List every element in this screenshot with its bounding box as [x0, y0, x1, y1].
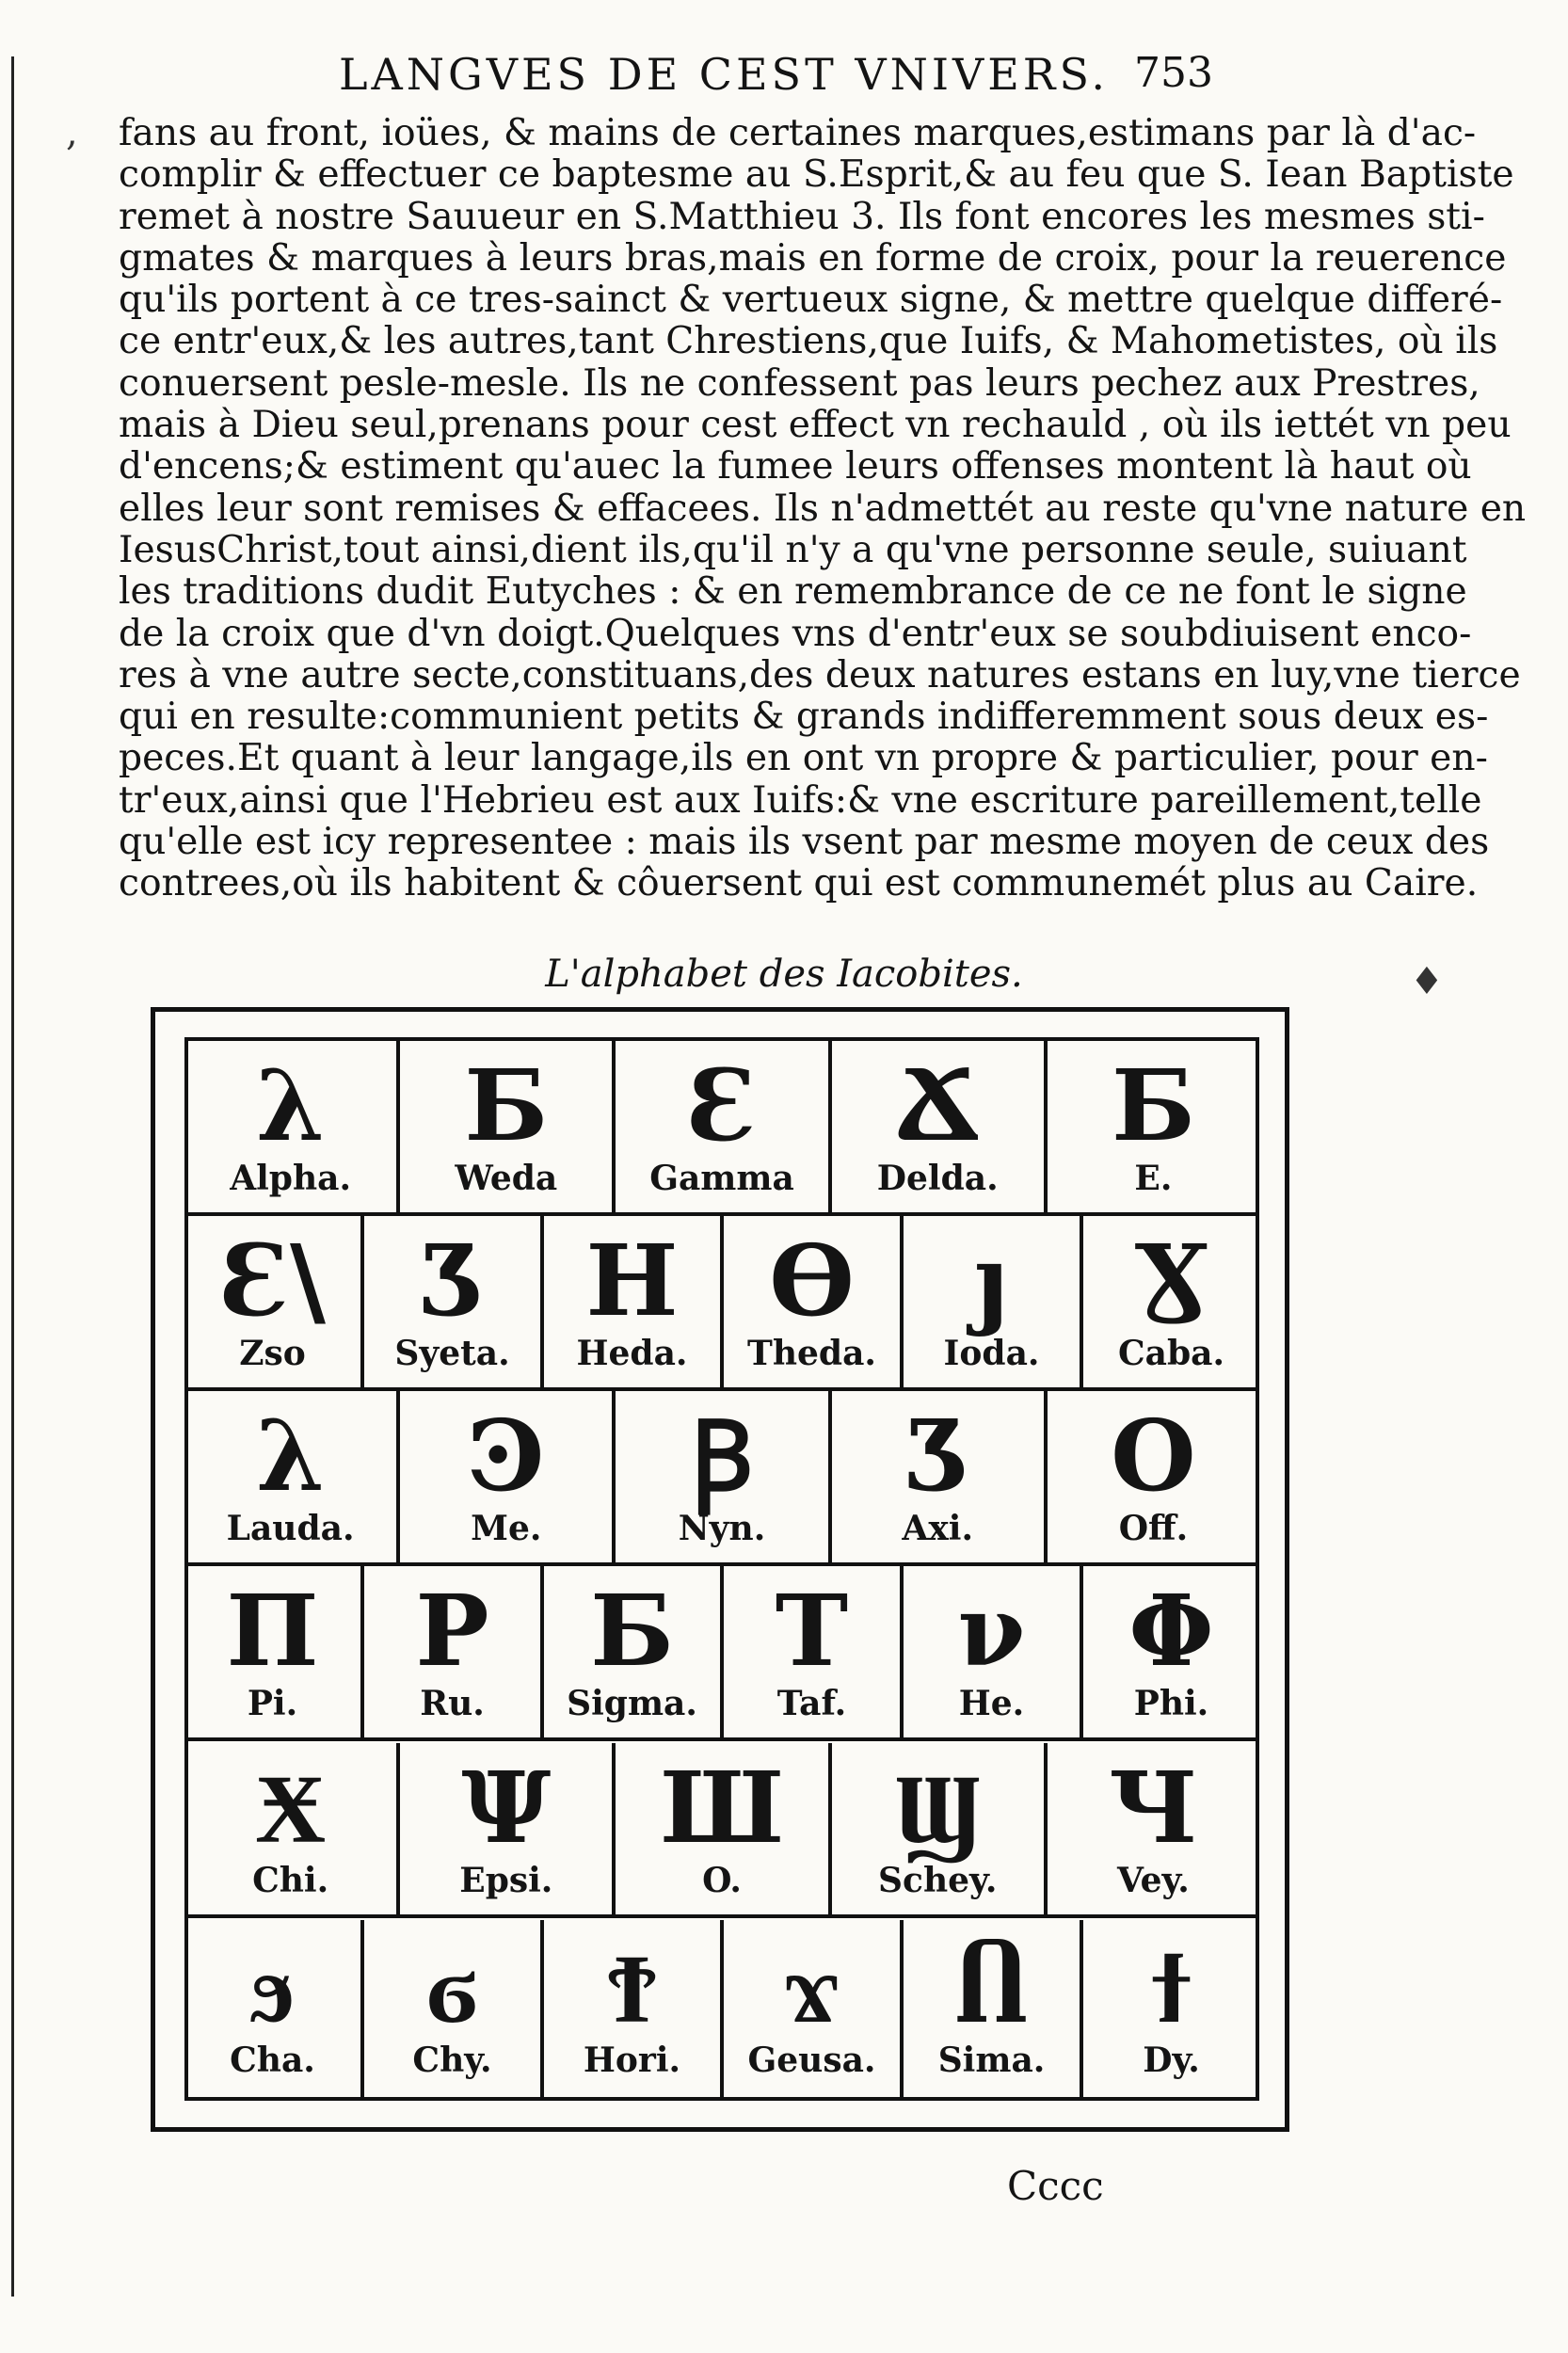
alphabet-row [184, 1391, 1259, 1566]
letter-name: Caba. [1117, 1334, 1224, 1373]
letter-cell [400, 1391, 616, 1562]
letter-cell [724, 1920, 904, 2097]
text-line: ce entr'eux,& les autres,tant Chrestiens,que Iuifs, & Mahometistes, où ils [119, 320, 1498, 363]
text-line: contrees,où ils habitent & côuersent qui est communemét plus au Caire. [119, 862, 1479, 905]
letter-cell [832, 1743, 1048, 1914]
text-line: elles leur sont remises & effacees. Ils n'admettét au reste qu'vne nature en [119, 487, 1527, 530]
letter-cell [400, 1041, 616, 1212]
text-line: les traditions dudit Eutyches : & en remembrance de ce ne font le signe [119, 570, 1467, 614]
letter-cell [364, 1920, 544, 2097]
letter-glyph: Ɛ [686, 1048, 758, 1163]
letter-cell [724, 1566, 904, 1737]
alphabet-row [184, 1566, 1259, 1741]
letter-glyph: Π [226, 1573, 319, 1689]
letter-name: Geusa. [747, 2041, 876, 2080]
letter-glyph: ϯ [1149, 1929, 1193, 2045]
letter-name: Sima. [937, 2041, 1046, 2080]
letter-glyph: Ճ [895, 1048, 980, 1163]
letter-name: Dy. [1143, 2041, 1200, 2080]
letter-name: Alpha. [230, 1159, 351, 1198]
letter-glyph: Ⴖ [952, 1929, 1032, 2045]
text-line: fans au front, ioües, & mains de certaines marques,estimans par là d'ac- [119, 112, 1477, 154]
letter-cell [616, 1041, 831, 1212]
letter-cell [904, 1566, 1083, 1737]
letter-glyph: T [775, 1573, 849, 1689]
printer-signature-mark: Cccc [1007, 2163, 1104, 2209]
letter-cell [832, 1391, 1048, 1562]
letter-glyph: Ӡ [905, 1398, 970, 1513]
letter-cell [904, 1216, 1083, 1387]
letter-glyph: ϭ [426, 1929, 478, 2045]
text-line: conuersent pesle-mesle. Ils ne confessent pas leurs pechez aux Prestres, [119, 361, 1480, 405]
letter-name: Pi. [247, 1684, 298, 1723]
page-header [0, 49, 1568, 115]
letter-glyph: ϧ [250, 1929, 295, 2045]
text-line: res à vne autre secte,constituans,des deux natures estans en luy,vne tierce [119, 653, 1521, 696]
letter-name: Chi. [252, 1861, 329, 1900]
letter-glyph: Ƃ [590, 1573, 674, 1689]
letter-glyph: Ɣ [1133, 1223, 1209, 1338]
letter-cell [184, 1743, 400, 1914]
alphabet-row [184, 1743, 1259, 1918]
letter-cell [1083, 1920, 1259, 2097]
page-edge-rule [11, 56, 14, 2297]
text-line: peces.Et quant à leur langage,ils en ont vn propre & particulier, pour en- [119, 737, 1488, 780]
letter-name: Me. [471, 1509, 542, 1548]
letter-cell [1048, 1391, 1259, 1562]
letter-glyph: λ [256, 1398, 326, 1513]
running-head: LANGVES DE CEST VNIVERS. [339, 49, 1109, 100]
letter-name: Sigma. [567, 1684, 697, 1723]
page-number: 753 [1134, 49, 1213, 97]
letter-name: Delda. [876, 1159, 999, 1198]
letter-cell [1083, 1216, 1259, 1387]
letter-name: Cha. [230, 2041, 315, 2080]
letter-name: He. [958, 1684, 1025, 1723]
text-line: remet à nostre Sauueur en S.Matthieu 3. Ils font encores les mesmes sti- [119, 195, 1485, 238]
letter-glyph: Ѳ [769, 1223, 855, 1338]
letter-cell [184, 1216, 364, 1387]
text-line: d'encens;& estiment qu'auec la fumee leurs offenses montent là haut où [119, 445, 1472, 488]
letter-cell [724, 1216, 904, 1387]
letter-name: Ru. [420, 1684, 485, 1723]
letter-name: Chy. [412, 2041, 492, 2080]
letter-glyph: Ϯ [605, 1929, 659, 2045]
letter-cell [184, 1391, 400, 1562]
letter-name: Gamma [649, 1159, 794, 1198]
letter-cell [1048, 1041, 1259, 1212]
text-line: tr'eux,ainsi que l'Hebrieu est aux Iuifs:& vne escriture pareillement,telle [119, 778, 1482, 822]
letter-glyph: Б [464, 1048, 549, 1163]
letter-cell [1048, 1743, 1259, 1914]
letter-name: Theda. [747, 1334, 876, 1373]
table-caption: L'alphabet des Iacobites. [545, 952, 1023, 996]
letter-glyph: Ꜿ [467, 1398, 546, 1513]
letter-glyph: Ɛ\ [219, 1223, 326, 1338]
letter-name: Weda [455, 1159, 558, 1198]
text-line: de la croix que d'vn doigt.Quelques vns d'entr'eux se soubdiuisent enco- [119, 612, 1472, 655]
text-line: mais à Dieu seul,prenans pour cest effect vn rechauld , où ils iettét vn peu [119, 404, 1512, 447]
letter-name: Phi. [1133, 1684, 1209, 1723]
letter-cell [832, 1041, 1048, 1212]
letter-glyph: Ʒ [420, 1223, 485, 1338]
text-line: qui en resulte:communient petits & grands indifferemment sous deux es- [119, 696, 1489, 739]
letter-cell [1083, 1566, 1259, 1737]
letter-name: O. [702, 1861, 742, 1900]
letter-cell [184, 1566, 364, 1737]
letter-name: Heda. [576, 1334, 688, 1373]
letter-glyph: Ч [1108, 1750, 1198, 1865]
letter-name: E. [1134, 1159, 1173, 1198]
letter-glyph: Ƃ [1111, 1048, 1195, 1163]
letter-cell [364, 1216, 544, 1387]
letter-glyph: Ϣ [894, 1750, 981, 1865]
letter-glyph: O [1111, 1398, 1196, 1513]
letter-name: Ioda. [943, 1334, 1040, 1373]
letter-cell [184, 1920, 364, 2097]
letter-glyph: Ꞵ [690, 1398, 754, 1513]
letter-glyph: ȷ [973, 1223, 1010, 1338]
letter-name: Zso [239, 1334, 306, 1373]
letter-name: Axi. [902, 1509, 974, 1548]
letter-name: Epsi. [459, 1861, 553, 1900]
letter-glyph: Ψ [461, 1750, 552, 1865]
letter-cell [544, 1566, 724, 1737]
letter-name: Vey. [1116, 1861, 1190, 1900]
text-line: gmates & marques à leurs bras,mais en forme de croix, pour la reuerence [119, 236, 1507, 280]
letter-name: Lauda. [226, 1509, 355, 1548]
letter-name: Hori. [583, 2041, 681, 2080]
text-line: qu'ils portent à ce tres-sainct & vertueux signe, & mettre quelque differé- [119, 279, 1503, 322]
letter-name: Taf. [776, 1684, 847, 1723]
letter-name: Syeta. [394, 1334, 510, 1373]
margin-mark: , [66, 111, 78, 154]
alphabet-row [184, 1920, 1259, 2097]
letter-glyph: ν [957, 1573, 1026, 1689]
text-line: qu'elle est icy representee : mais ils vsent par mesme moyen de ceux des [119, 821, 1490, 864]
letter-glyph: H [585, 1223, 679, 1338]
alphabet-row [184, 1041, 1259, 1216]
letter-name: Nyn. [678, 1509, 766, 1548]
text-line: complir & effectuer ce baptesme au S.Esprit,& au feu que S. Iean Baptiste [119, 153, 1514, 197]
letter-glyph: ϫ [782, 1929, 841, 2045]
letter-name: Off. [1118, 1509, 1189, 1548]
letter-cell [364, 1566, 544, 1737]
letter-glyph: Φ [1128, 1573, 1214, 1689]
letter-cell [544, 1216, 724, 1387]
letter-cell [544, 1920, 724, 2097]
letter-glyph: P [415, 1573, 489, 1689]
text-line: IesusChrist,tout ainsi,dient ils,qu'il n'y a qu'vne personne seule, suiuant [119, 528, 1467, 571]
letter-glyph: λ [256, 1048, 326, 1163]
letter-cell [616, 1743, 831, 1914]
alphabet-row [184, 1216, 1259, 1391]
letter-cell [400, 1743, 616, 1914]
letter-glyph: Ӿ [255, 1750, 327, 1865]
letter-name: Schey. [878, 1861, 998, 1900]
body-paragraph [119, 112, 1527, 905]
letter-glyph: Ш [660, 1750, 784, 1865]
letter-cell [184, 1041, 400, 1212]
margin-mark: ♦ [1410, 960, 1444, 1003]
letter-cell [616, 1391, 831, 1562]
letter-cell [904, 1920, 1083, 2097]
